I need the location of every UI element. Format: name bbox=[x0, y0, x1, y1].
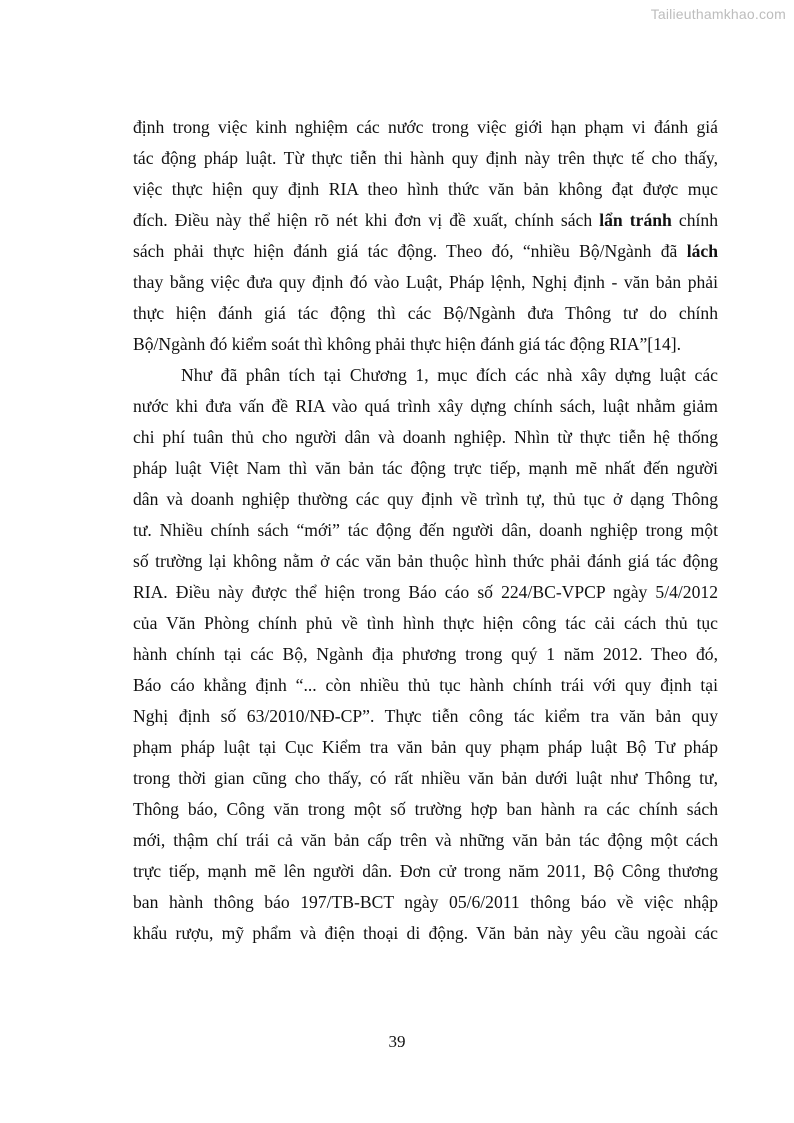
text-line: việc thực hiện quy định RIA theo hình thức văn bản không đạt được mục bbox=[133, 179, 718, 199]
text-line: thay bằng việc đưa quy định đó vào Luật, Pháp lệnh, Nghị định - văn bản phải bbox=[133, 272, 718, 292]
text-line: Nghị định số 63/2010/NĐ-CP”. Thực tiễn công tác kiểm tra văn bản quy bbox=[133, 706, 718, 726]
text-line: số trường lại không nằm ở các văn bản thuộc hình thức phải đánh giá tác động bbox=[133, 551, 718, 571]
text-line: thực hiện đánh giá tác động thì các Bộ/Ngành đưa Thông tư do chính bbox=[133, 303, 718, 323]
watermark: Tailieuthamkhao.com bbox=[650, 6, 786, 22]
text-line: chi phí tuân thủ cho người dân và doanh nghiệp. Nhìn từ thực tiễn hệ thống bbox=[133, 427, 718, 447]
page-number: 39 bbox=[388, 1032, 406, 1051]
text-line: ban hành thông báo 197/TB-BCT ngày 05/6/2011 thông báo về việc nhập bbox=[133, 892, 718, 912]
text-line: Thông báo, Công văn trong một số trường hợp ban hành ra các chính sách bbox=[133, 799, 718, 819]
text-line: nước khi đưa vấn đề RIA vào quá trình xây dựng chính sách, luật nhằm giảm bbox=[133, 396, 718, 416]
text-line: khẩu rượu, mỹ phẩm và điện thoại di động. Văn bản này yêu cầu ngoài các bbox=[133, 923, 718, 943]
text-span: chính bbox=[671, 210, 719, 230]
text-line: pháp luật Việt Nam thì văn bản tác động trực tiếp, mạnh mẽ nhất đến người bbox=[133, 458, 718, 478]
text-line: trong thời gian cũng cho thấy, có rất nhiều văn bản dưới luật như Thông tư, bbox=[133, 768, 718, 788]
text-line: phạm pháp luật tại Cục Kiểm tra văn bản quy phạm pháp luật Bộ Tư pháp bbox=[133, 737, 718, 757]
text-line: của Văn Phòng chính phủ về tình hình thực hiện công tác cải cách thủ tục bbox=[133, 613, 718, 633]
text-line: trực tiếp, mạnh mẽ lên người dân. Đơn cử trong năm 2011, Bộ Công thương bbox=[133, 861, 718, 881]
text-line: mới, thậm chí trái cả văn bản cấp trên và những văn bản tác động một cách bbox=[133, 830, 718, 850]
text-line: tác động pháp luật. Từ thực tiễn thi hành quy định này trên thực tế cho thấy, bbox=[133, 148, 718, 168]
bold-term: lẩn tránh bbox=[599, 210, 672, 230]
text-line: định trong việc kinh nghiệm các nước trong việc giới hạn phạm vi đánh giá bbox=[133, 117, 718, 137]
text-line: dân và doanh nghiệp thường các quy định về trình tự, thủ tục ở dạng Thông bbox=[133, 489, 718, 509]
bold-term: lách bbox=[686, 241, 718, 261]
paragraph-start-line: Như đã phân tích tại Chương 1, mục đích các nhà xây dựng luật các bbox=[181, 365, 718, 385]
text-span: sách phải thực hiện đánh giá tác động. Theo đó, “nhiều Bộ/Ngành đã bbox=[133, 241, 687, 261]
text-line: RIA. Điều này được thể hiện trong Báo cáo số 224/BC-VPCP ngày 5/4/2012 bbox=[133, 582, 718, 602]
text-line bbox=[133, 208, 718, 232]
text-line: tư. Nhiều chính sách “mới” tác động đến người dân, doanh nghiệp trong một bbox=[133, 520, 718, 540]
text-line: Báo cáo khẳng định “... còn nhiều thủ tục hành chính trái với quy định tại bbox=[133, 675, 718, 695]
text-line: hành chính tại các Bộ, Ngành địa phương trong quý 1 năm 2012. Theo đó, bbox=[133, 644, 718, 664]
text-line: Bộ/Ngành đó kiểm soát thì không phải thực hiện đánh giá tác động RIA”[14]. bbox=[133, 334, 681, 354]
text-line bbox=[133, 239, 718, 263]
text-span: đích. Điều này thể hiện rõ nét khi đơn vị đề xuất, chính sách bbox=[133, 210, 600, 230]
